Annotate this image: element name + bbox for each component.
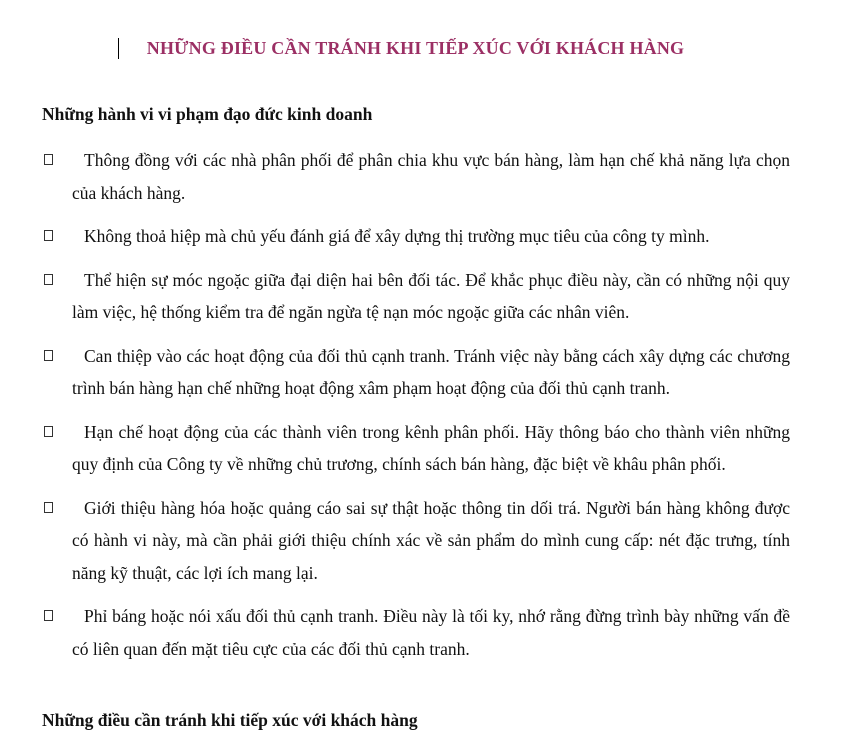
list-item-text: Thông đồng với các nhà phân phối để phân chia khu vực bán hàng, làm hạn chế khả năng lựa chọn của khách hàng.	[72, 150, 790, 203]
square-bullet-icon	[44, 350, 53, 361]
list-item	[0, 416, 790, 481]
list-item-text: Can thiệp vào các hoạt động của đối thủ cạnh tranh. Tránh việc này bằng cách xây dựng các chương trình bán hàng hạn chế những hoạt động xâm phạm hoạt động của đối thủ cạnh tranh.	[72, 345, 790, 398]
square-bullet-icon	[44, 230, 53, 241]
violation-list	[0, 144, 861, 665]
list-item-text: Không thoả hiệp mà chủ yếu đánh giá để xây dựng thị trường mục tiêu của công ty mình.	[84, 226, 710, 246]
square-bullet-icon	[44, 274, 53, 285]
square-bullet-icon	[44, 502, 53, 513]
document-title: NHỮNG ĐIỀU CẦN TRÁNH KHI TIẾP XÚC VỚI KHÁCH HÀNG	[146, 38, 685, 58]
list-item	[0, 492, 790, 590]
section-heading-things-to-avoid: Những điều cần tránh khi tiếp xúc với khách hàng	[42, 710, 418, 730]
square-bullet-icon	[44, 154, 53, 165]
list-item	[0, 340, 790, 405]
list-item-text: Giới thiệu hàng hóa hoặc quảng cáo sai sự thật hoặc thông tin dối trá. Người bán hàng không được có hành vi này, mà cần phải giới thiệu chính xác về sản phẩm do mình cung cấp: nét đặc trưng, tính năng kỹ thuật, các lợi ích mang lại.	[72, 497, 790, 583]
square-bullet-icon	[44, 426, 53, 437]
square-bullet-icon	[44, 610, 53, 621]
list-item-text: Hạn chế hoạt động của các thành viên trong kênh phân phối. Hãy thông báo cho thành viên những quy định của Công ty về những chủ trương, chính sách bán hàng, đặc biệt về khâu phân phối.	[72, 421, 790, 474]
section-heading-business-ethics: Những hành vi vi phạm đạo đức kinh doanh	[42, 104, 373, 124]
list-item	[0, 600, 790, 665]
list-item-text: Phỉ báng hoặc nói xấu đối thủ cạnh tranh. Điều này là tối ky, nhớ rằng đừng trình bày những vấn đề có liên quan đến mặt tiêu cực của các đối thủ cạnh tranh.	[72, 606, 790, 659]
list-item	[0, 264, 790, 329]
list-item-text: Thể hiện sự móc ngoặc giữa đại diện hai bên đối tác. Để khắc phục điều này, cần có những nội quy làm việc, hệ thống kiểm tra để ngăn ngừa tệ nạn móc ngoặc giữa các nhân viên.	[72, 269, 790, 322]
list-item	[0, 144, 790, 209]
list-item	[0, 220, 790, 253]
